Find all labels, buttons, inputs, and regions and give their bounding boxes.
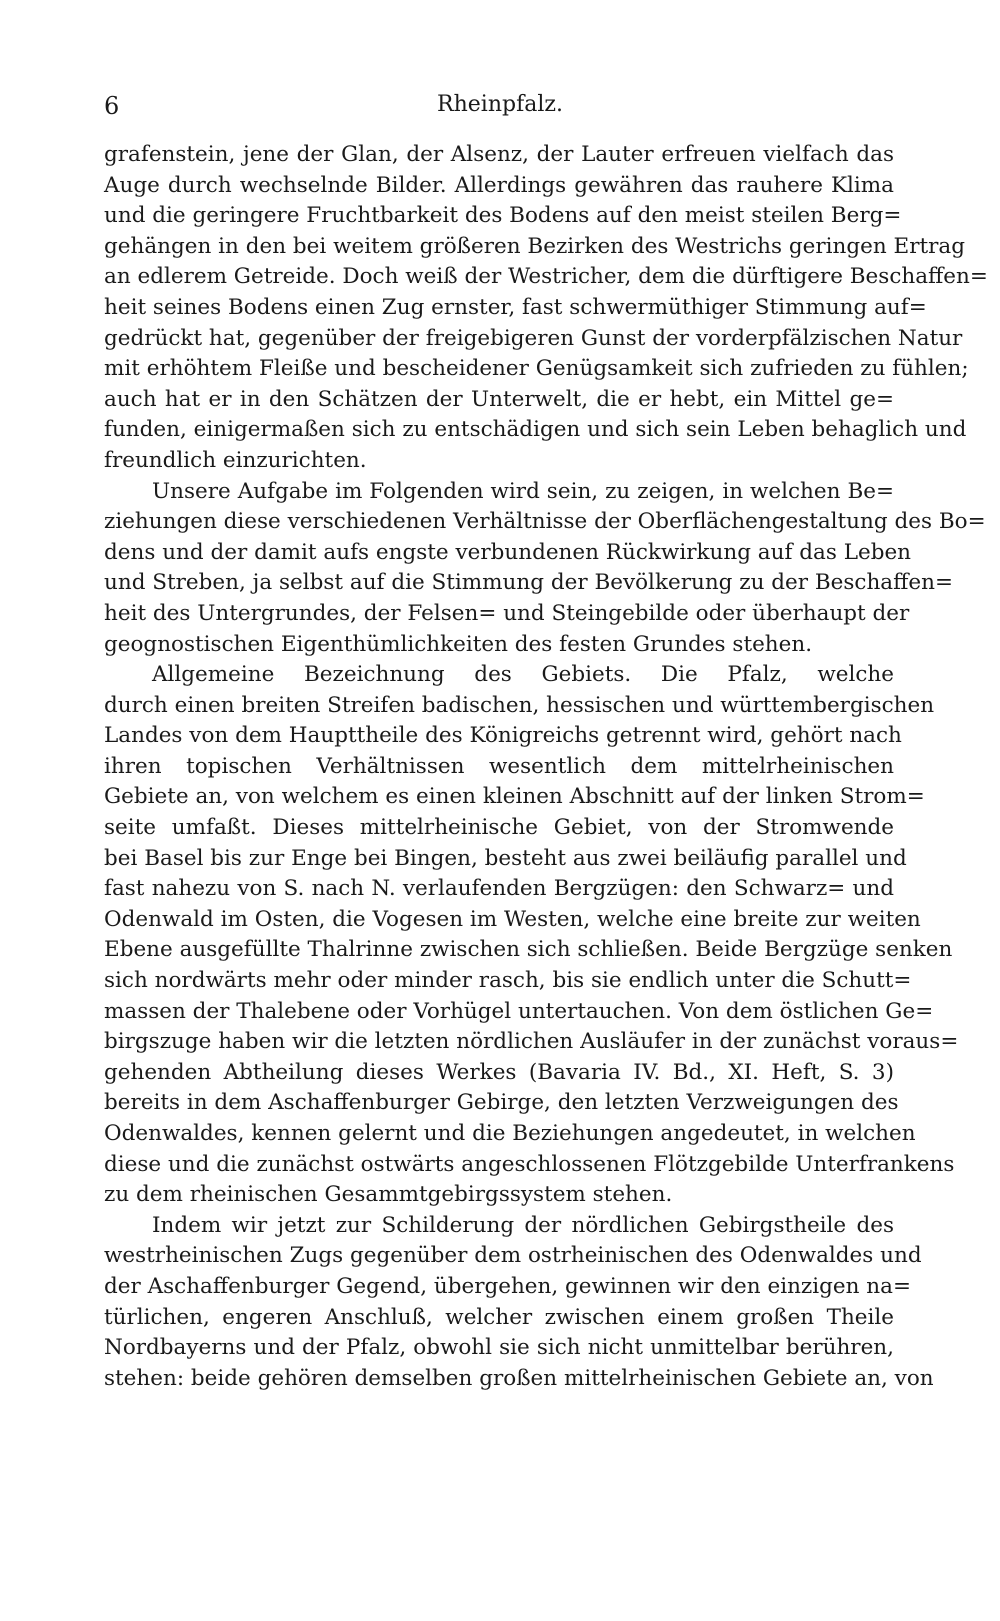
body-text (104, 140, 988, 1394)
text-line: Unsere Aufgabe im Folgenden wird sein, zu zeigen, in welchen Be= (152, 478, 894, 504)
text-line: gedrückt hat, gegenüber der freigebigeren Gunst der vorderpfälzischen Natur (104, 325, 963, 351)
text-line: Gebiete an, von welchem es einen kleinen Abschnitt auf der linken Strom= (104, 784, 925, 810)
paragraph (104, 660, 959, 1211)
paragraph (104, 477, 986, 661)
text-line: der Aschaffenburger Gegend, übergehen, gewinnen wir den einzigen na= (104, 1273, 911, 1299)
running-head: Rheinpfalz. (437, 92, 563, 117)
page-header (104, 92, 896, 132)
text-line: westrheinischen Zugs gegenüber dem ostrheinischen des Odenwaldes und (104, 1243, 922, 1269)
text-line: Landes von dem Haupttheile des Königreichs getrennt wird, gehört nach (104, 723, 902, 749)
text-line: Ebene ausgefüllte Thalrinne zwischen sich schließen. Beide Bergzüge senken (104, 937, 953, 963)
paragraph (104, 1211, 934, 1395)
text-line: bereits in dem Aschaffenburger Gebirge, den letzten Verzweigungen des (104, 1090, 899, 1116)
text-line: dens und der damit aufs engste verbundenen Rückwirkung auf das Leben (104, 539, 912, 565)
text-line: diese und die zunächst ostwärts angeschlossenen Flötzgebilde Unterfrankens (104, 1151, 955, 1177)
text-line: Odenwald im Osten, die Vogesen im Westen, welche eine breite zur weiten (104, 906, 921, 932)
text-line: Indem wir jetzt zur Schilderung der nördlichen Gebirgstheile des (152, 1212, 894, 1238)
text-line: birgszuge haben wir die letzten nördlichen Ausläufer in der zunächst voraus= (104, 1029, 959, 1055)
text-line: Nordbayerns und der Pfalz, obwohl sie sich nicht unmittelbar berühren, (104, 1335, 894, 1361)
text-line: bei Basel bis zur Enge bei Bingen, besteht aus zwei beiläufig parallel und (104, 845, 907, 871)
text-line: gehenden Abtheilung dieses Werkes (Bavaria IV. Bd., XI. Heft, S. 3) (104, 1059, 894, 1085)
text-line: und Streben, ja selbst auf die Stimmung der Bevölkerung zu der Beschaffen= (104, 570, 953, 596)
text-line: geognostischen Eigenthümlichkeiten des festen Grundes stehen. (104, 631, 813, 657)
text-line: funden, einigermaßen sich zu entschädigen und sich sein Leben behaglich und (104, 417, 967, 443)
text-line: ihren topischen Verhältnissen wesentlich dem mittelrheinischen (104, 753, 894, 779)
text-line: fast nahezu von S. nach N. verlaufenden Bergzügen: den Schwarz= und (104, 876, 894, 902)
text-line: gehängen in den bei weitem größeren Bezirken des Westrichs geringen Ertrag (104, 233, 965, 259)
text-line: türlichen, engeren Anschluß, welcher zwischen einem großen Theile (104, 1304, 894, 1330)
paragraph (104, 140, 988, 477)
text-line: Auge durch wechselnde Bilder. Allerdings gewähren das rauhere Klima (104, 172, 894, 198)
text-line: durch einen breiten Streifen badischen, hessischen und württembergischen (104, 692, 935, 718)
text-line: ziehungen diese verschiedenen Verhältnisse der Oberflächengestaltung des Bo= (104, 509, 986, 535)
text-line: seite umfaßt. Dieses mittelrheinische Gebiet, von der Stromwende (104, 815, 894, 841)
text-line: Allgemeine Bezeichnung des Gebiets. Die Pfalz, welche (152, 662, 894, 688)
text-line: Odenwaldes, kennen gelernt und die Beziehungen angedeutet, in welchen (104, 1121, 916, 1146)
text-line: massen der Thalebene oder Vorhügel untertauchen. Von dem östlichen Ge= (104, 998, 934, 1024)
text-line: stehen: beide gehören demselben großen mittelrheinischen Gebiete an, von (104, 1365, 934, 1391)
text-line: auch hat er in den Schätzen der Unterwelt, die er hebt, ein Mittel ge= (104, 386, 894, 412)
text-line: an edlerem Getreide. Doch weiß der Westricher, dem die dürftigere Beschaffen= (104, 264, 988, 290)
text-line: und die geringere Fruchtbarkeit des Bodens auf den meist steilen Berg= (104, 203, 902, 229)
text-line: sich nordwärts mehr oder minder rasch, bis sie endlich unter die Schutt= (104, 968, 912, 994)
text-line: mit erhöhtem Fleiße und bescheidener Genügsamkeit sich zufrieden zu fühlen; (104, 356, 969, 382)
text-line: freundlich einzurichten. (104, 447, 367, 473)
text-line: heit des Untergrundes, der Felsen= und Steingebilde oder überhaupt der (104, 600, 910, 626)
text-line: grafenstein, jene der Glan, der Alsenz, der Lauter erfreuen vielfach das (104, 142, 894, 167)
text-line: zu dem rheinischen Gesammtgebirgssystem stehen. (104, 1182, 673, 1208)
text-line: heit seines Bodens einen Zug ernster, fast schwermüthiger Stimmung auf= (104, 294, 927, 320)
page-number: 6 (104, 92, 120, 120)
